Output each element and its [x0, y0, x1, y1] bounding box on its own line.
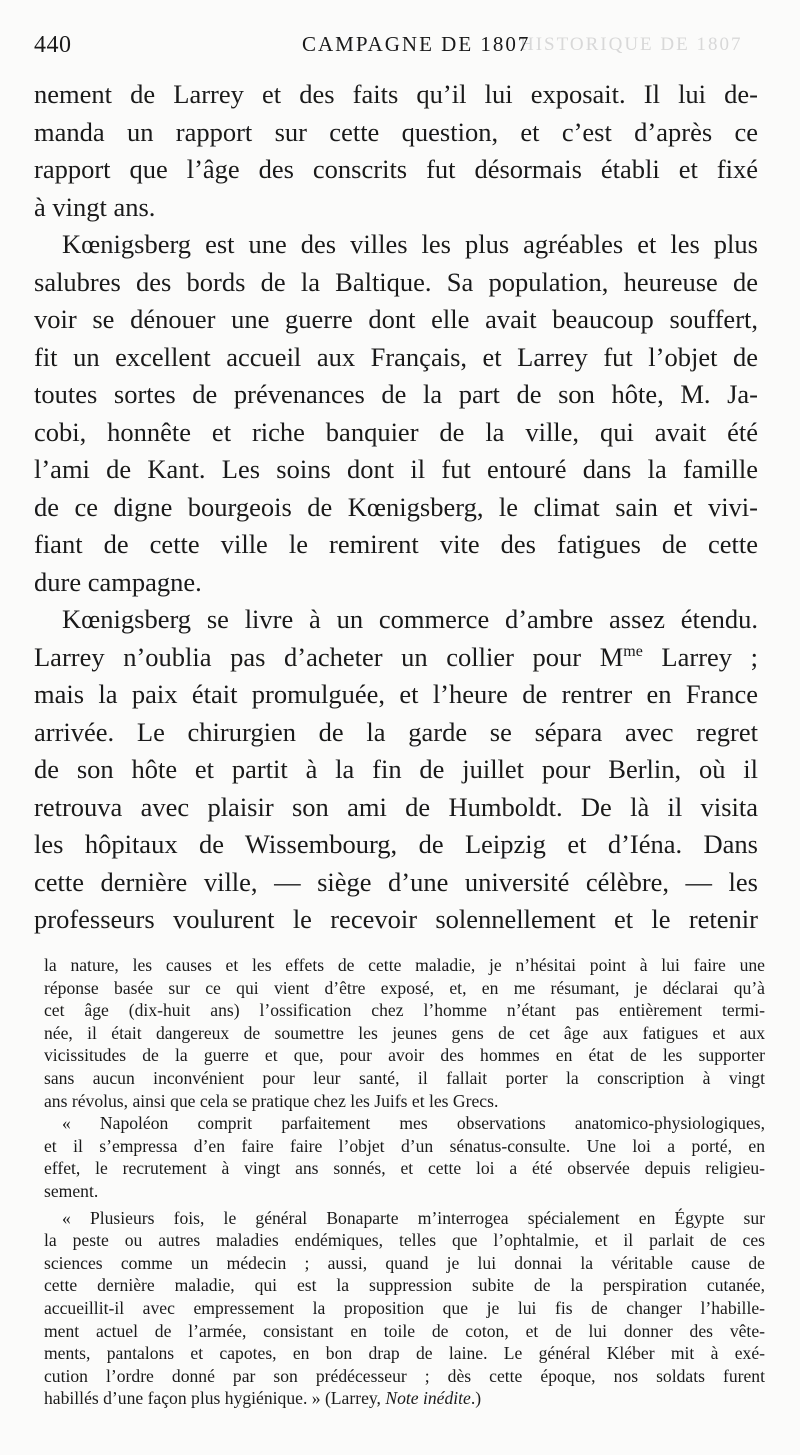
footnote-line: cution l’ordre donné par son prédécesseur ; dès cette époque, nos soldats furent: [44, 1365, 765, 1386]
footnote-line: la nature, les causes et les effets de cette maladie, je n’hésitai point à lui faire une: [44, 955, 765, 975]
page-number: 440: [34, 32, 72, 58]
footnote-line: et il s’empressa d’en faire faire l’objet d’un sénatus-consulte. Une loi a porté, en: [44, 1135, 765, 1156]
text-fragment: .): [470, 1388, 482, 1409]
footnote-line: réponse basée sur ce qui vient d’être exposé, et, en me résumant, je déclarai qu’à: [44, 977, 765, 998]
text-line: Kœnigsberg est une des villes les plus agréables et les plus: [62, 229, 758, 259]
text-line: rapport que l’âge des conscrits fut désormais établi et fixé: [34, 154, 758, 184]
footnote-line: ments, pantalons et capotes, en bon drap de laine. Le général Kléber mit à exé-: [44, 1343, 765, 1364]
text-line: toutes sortes de prévenances de la part de son hôte, M. Ja-: [34, 379, 758, 409]
footnote-line: vicissitudes de la guerre et que, pour avoir des hommes en état de les supporter: [44, 1045, 765, 1066]
footnote-line: « Napoléon comprit parfaitement mes observations anatomico-physiologiques,: [62, 1113, 765, 1134]
text-line: [34, 639, 758, 677]
text-line: mais la paix était promulguée, et l’heure de rentrer en France: [34, 679, 758, 709]
text-line: de son hôte et partit à la fin de juillet pour Berlin, où il: [34, 754, 758, 784]
text-line: l’ami de Kant. Les soins dont il fut entouré dans la famille: [34, 454, 758, 484]
running-head: [34, 30, 766, 64]
text-line: manda un rapport sur cette question, et c’est d’après ce: [34, 116, 758, 147]
text-line: cette dernière ville, — siège d’une université célèbre, — les: [34, 866, 758, 897]
text-line: retrouva avec plaisir son ami de Humboldt. De là il visita: [34, 791, 758, 822]
footnote-line: sement.: [44, 1180, 99, 1201]
footnote-line: sciences comme un médecin ; aussi, quand je lui donnai la véritable cause de: [44, 1252, 765, 1273]
footnote-line: ans révolus, ainsi que cela se pratique chez les Juifs et les Grecs.: [44, 1090, 499, 1111]
footnote-line: cette dernière maladie, qui est la suppression subite de la perspiration cutanée,: [44, 1275, 765, 1296]
text-line: voir se dénouer une guerre dont elle avait beaucoup souffert,: [34, 304, 758, 334]
main-text: [34, 76, 758, 939]
text-fragment: habillés d’une façon plus hygiénique. » (Larrey,: [44, 1388, 386, 1409]
text-line: salubres des bords de la Baltique. Sa population, heureuse de: [34, 266, 758, 297]
source-note-title: Note inédite: [385, 1388, 471, 1409]
text-line: à vingt ans.: [34, 191, 156, 222]
text-line: les hôpitaux de Wissembourg, de Leipzig et d’Iéna. Dans: [34, 829, 758, 859]
text-line: de ce digne bourgeois de Kœnigsberg, le climat sain et vivi-: [34, 491, 758, 522]
text-line: cobi, honnête et riche banquier de la ville, qui avait été: [34, 416, 758, 447]
footnotes: [44, 954, 765, 1410]
bleed-through-text: HISTORIQUE DE 1807: [520, 34, 743, 55]
footnote-line: née, il était dangereux de soumettre les jeunes gens de cet âge aux fatigues et aux: [44, 1022, 765, 1043]
text-line: fit un excellent accueil aux Français, et Larrey fut l’objet de: [34, 341, 758, 372]
footnote-line: effet, le recrutement à vingt ans sonnés, et cette loi a été observée depuis religieu-: [44, 1158, 765, 1179]
footnote-line: « Plusieurs fois, le général Bonaparte m’interrogea spécialement en Égypte sur: [62, 1207, 765, 1228]
text-fragment: Larrey ;: [642, 641, 758, 672]
footnote-line: sans aucun inconvénient pour leur santé, il fallait porter la conscription à vingt: [44, 1067, 765, 1088]
text-fragment: Larrey n’oublia pas d’acheter un collier pour M: [34, 641, 624, 672]
text-line: nement de Larrey et des faits qu’il lui exposait. Il lui de-: [34, 79, 758, 109]
footnote-line: cet âge (dix-huit ans) l’ossification chez l’homme n’étant pas entièrement termi-: [44, 1000, 765, 1021]
text-line: dure campagne.: [34, 566, 202, 597]
text-line: professeurs voulurent le recevoir solennellement et le retenir: [34, 904, 758, 934]
footnote-line: accueillit-il avec empressement la proposition que je lui fis de changer l’habille-: [44, 1297, 765, 1318]
footnote-line: [44, 1387, 765, 1410]
superscript-abbreviation: me: [623, 642, 643, 660]
text-line: Kœnigsberg se livre à un commerce d’ambre assez étendu.: [62, 604, 758, 634]
running-title: CAMPAGNE DE 1807: [302, 32, 531, 56]
text-line: fiant de cette ville le remirent vite des fatigues de cette: [34, 529, 758, 559]
footnote-line: la peste ou autres maladies endémiques, telles que l’ophtalmie, et il parlait de ces: [44, 1230, 765, 1251]
text-line: arrivée. Le chirurgien de la garde se sépara avec regret: [34, 716, 758, 747]
footnote-line: ment actuel de l’armée, consistant en toile de coton, et de lui donner des vête-: [44, 1320, 765, 1341]
